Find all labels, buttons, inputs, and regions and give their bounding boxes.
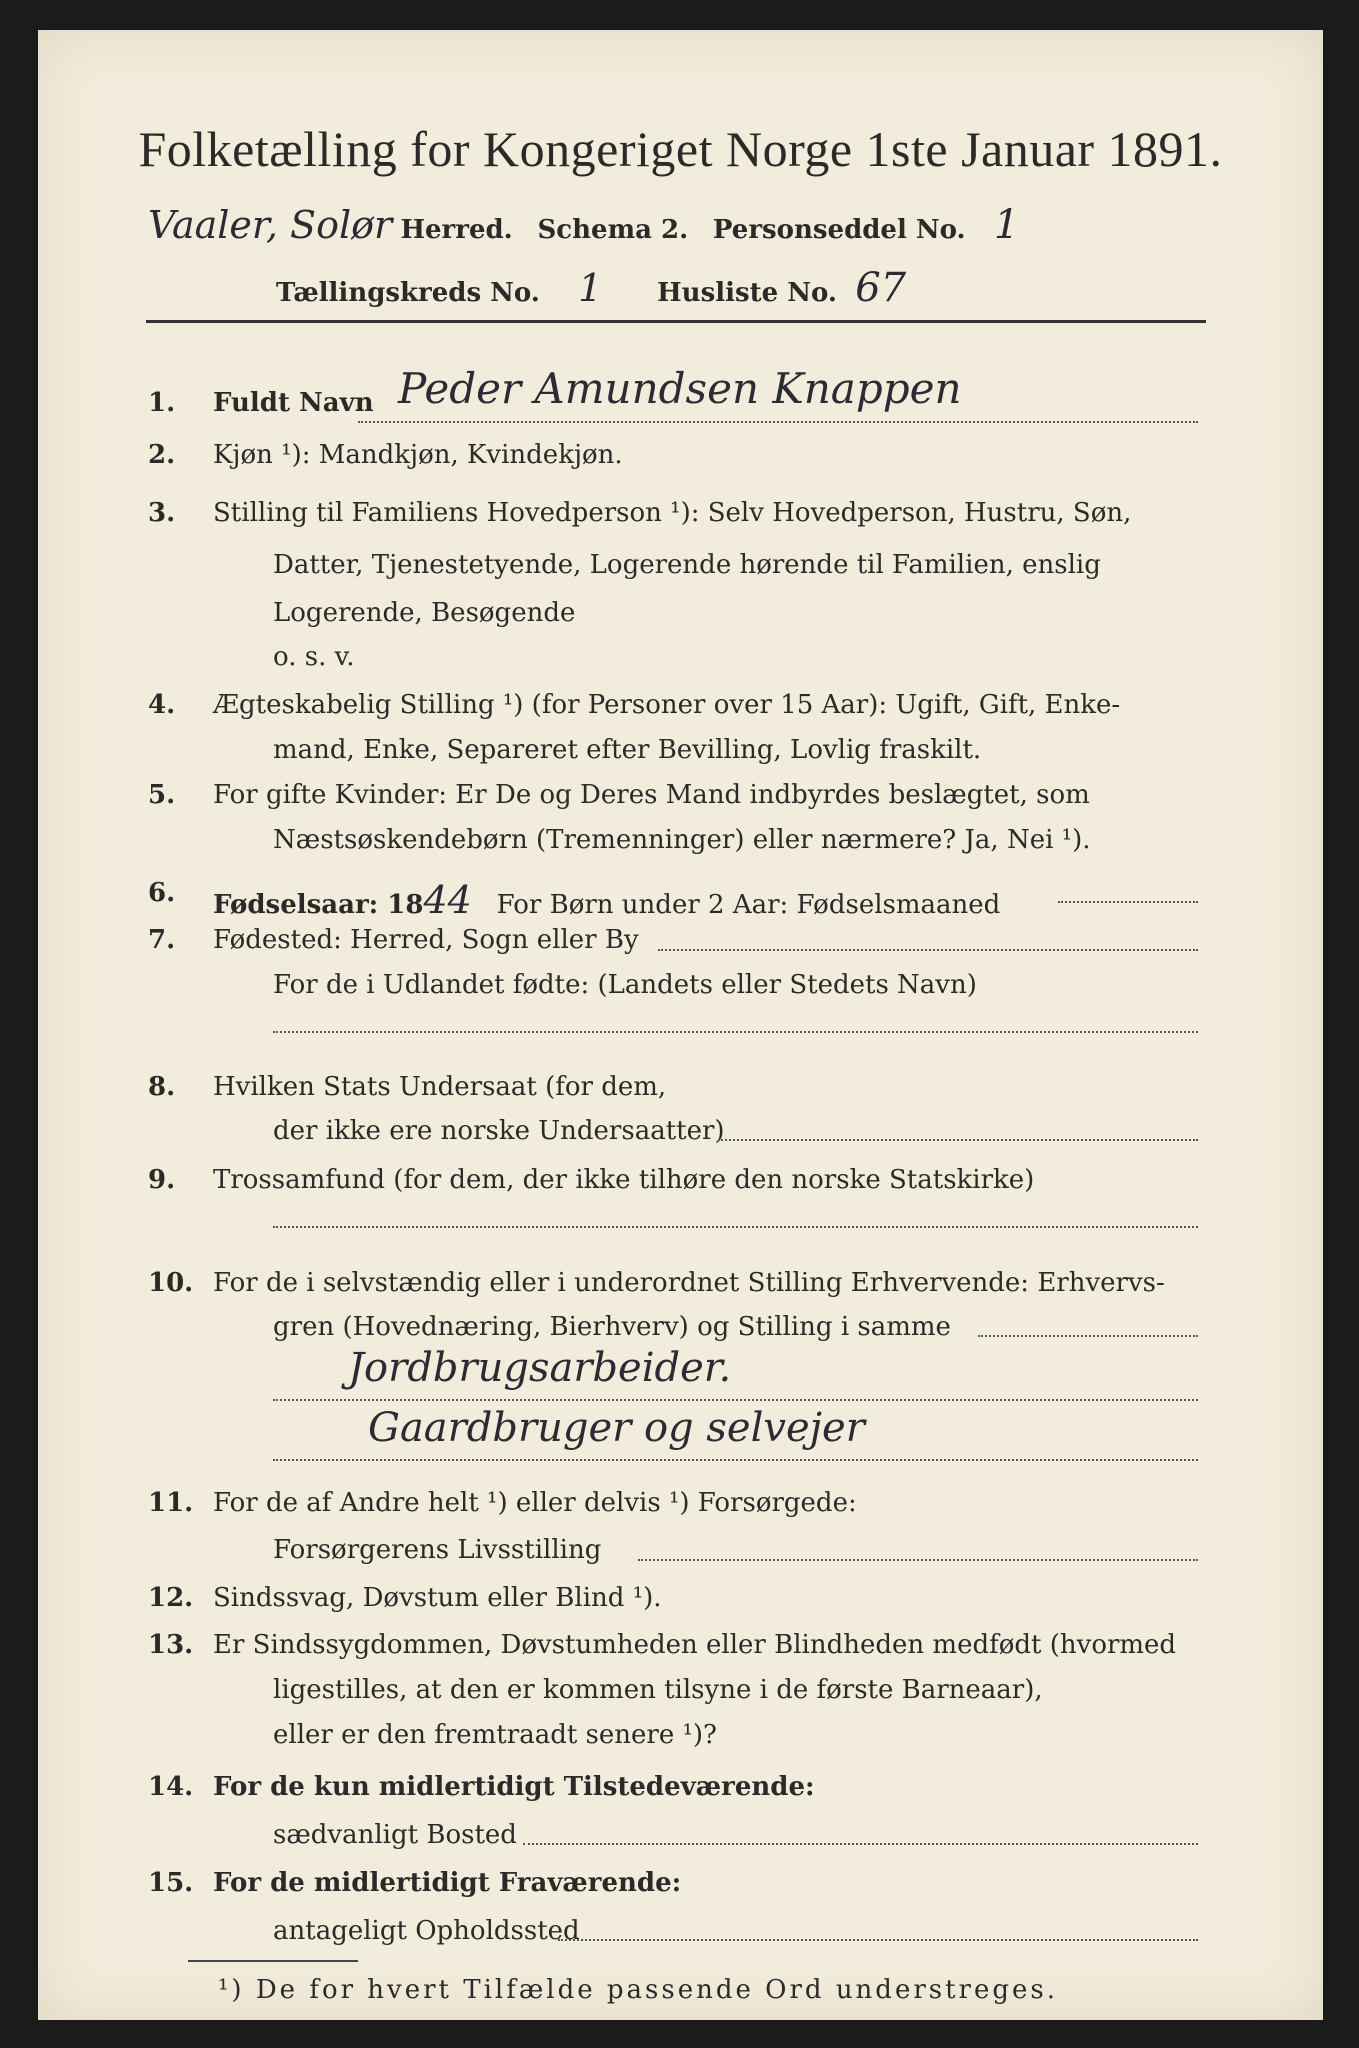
footnote-rule	[188, 1960, 358, 1962]
field-10-dotted-line-2	[273, 1398, 1198, 1401]
field-14-number: 14.	[148, 1772, 194, 1802]
field-3-line-3: Logerende, Besøgende	[273, 598, 576, 628]
schema-label: Schema 2.	[537, 215, 689, 245]
field-6-dotted-line	[1058, 900, 1198, 903]
field-11-dotted-line	[638, 1558, 1198, 1561]
field-5-number: 5.	[148, 780, 176, 810]
field-6-line	[213, 878, 1000, 922]
field-10-occupation-1: Jordbrugsarbeider.	[348, 1345, 732, 1391]
field-1-dotted-line	[358, 420, 1198, 423]
field-2-text: Kjøn ¹): Mandkjøn, Kvindekjøn.	[213, 440, 623, 470]
header-divider	[146, 320, 1206, 323]
taellingskreds-number: 1	[578, 266, 603, 310]
field-1-full-name: Peder Amundsen Knappen	[398, 364, 962, 413]
field-9-line-1: Trossamfund (for dem, der ikke tilhøre den norske Statskirke)	[213, 1165, 1035, 1195]
field-13-line-3: eller er den fremtraadt senere ¹)?	[273, 1720, 717, 1750]
husliste-label: Husliste No.	[657, 278, 837, 308]
field-15-line-2: antageligt Opholdssted	[273, 1916, 580, 1946]
field-9-number: 9.	[148, 1165, 176, 1195]
field-14-line-2: sædvanligt Bosted	[273, 1820, 517, 1850]
field-10-dotted-line-3	[273, 1458, 1198, 1461]
field-14-dotted-line	[523, 1842, 1198, 1845]
census-form-page	[38, 30, 1323, 2020]
field-6-birth-year: 44	[423, 878, 472, 922]
field-10-occupation-2: Gaardbruger og selvejer	[368, 1405, 865, 1451]
personseddel-label: Personseddel No.	[712, 215, 966, 245]
field-7-dotted-line-1	[658, 948, 1198, 951]
field-8-line-2: der ikke ere norske Undersaatter)	[273, 1116, 725, 1146]
herred-line	[148, 202, 1039, 248]
field-6-label: Fødselsaar: 18	[213, 890, 424, 920]
field-10-line-1: For de i selvstændig eller i underordnet Stilling Erhvervende: Erhvervs-	[213, 1268, 1165, 1298]
field-12-number: 12.	[148, 1583, 194, 1613]
field-7-line-1: Fødested: Herred, Sogn eller By	[213, 925, 639, 955]
husliste-number: 67	[855, 265, 907, 311]
herred-handwritten: Vaaler, Solør	[148, 203, 393, 247]
form-title: Folketælling for Kongeriget Norge 1ste Januar 1891.	[138, 121, 1223, 177]
field-3-number: 3.	[148, 498, 176, 528]
field-9-dotted-line	[273, 1225, 1198, 1228]
field-4-line-1: Ægteskabelig Stilling ¹) (for Personer over 15 Aar): Ugift, Gift, Enke-	[213, 690, 1121, 720]
herred-label: Herred.	[400, 215, 513, 245]
field-4-line-2: mand, Enke, Separeret efter Bevilling, Lovlig fraskilt.	[273, 735, 982, 765]
field-5-line-1: For gifte Kvinder: Er De og Deres Mand indbyrdes beslægtet, som	[213, 780, 1090, 810]
field-11-number: 11.	[148, 1488, 194, 1518]
field-8-number: 8.	[148, 1072, 176, 1102]
field-7-line-2: For de i Udlandet fødte: (Landets eller Stedets Navn)	[273, 970, 977, 1000]
taellingskreds-line	[276, 265, 916, 311]
footnote: ¹) De for hvert Tilfælde passende Ord understreges.	[218, 1975, 1059, 2005]
field-1-number: 1.	[148, 388, 176, 418]
field-13-line-2: ligestilles, at den er kommen tilsyne i de første Barneaar),	[273, 1675, 1043, 1705]
field-13-line-1: Er Sindssygdommen, Døvstumheden eller Blindheden medfødt (hvormed	[213, 1630, 1177, 1660]
field-7-dotted-line-2	[273, 1030, 1198, 1033]
field-14-line-1: For de kun midlertidigt Tilstedeværende:	[213, 1772, 815, 1802]
field-3-line-4: o. s. v.	[273, 642, 355, 672]
field-12-line-1: Sindssvag, Døvstum eller Blind ¹).	[213, 1583, 662, 1613]
field-11-line-1: For de af Andre helt ¹) eller delvis ¹) Forsørgede:	[213, 1488, 857, 1518]
field-8-line-1: Hvilken Stats Undersaat (for dem,	[213, 1072, 667, 1102]
field-10-line-2: gren (Hovednæring, Bierhverv) og Stilling i samme	[273, 1312, 951, 1342]
field-15-number: 15.	[148, 1868, 194, 1898]
field-15-dotted-line	[558, 1938, 1198, 1941]
field-8-dotted-line	[718, 1138, 1198, 1141]
field-3-line-2: Datter, Tjenestetyende, Logerende hørende til Familien, enslig	[273, 550, 1101, 580]
field-5-line-2: Næstsøskendebørn (Tremenninger) eller nærmere? Ja, Nei ¹).	[273, 825, 1091, 855]
field-3-line-1: Stilling til Familiens Hovedperson ¹): Selv Hovedperson, Hustru, Søn,	[213, 498, 1132, 528]
field-10-number: 10.	[148, 1268, 194, 1298]
field-11-line-2: Forsørgerens Livsstilling	[273, 1535, 602, 1565]
field-1-label: Fuldt Navn	[213, 388, 374, 418]
field-6-rest: For Børn under 2 Aar: Fødselsmaaned	[496, 890, 1001, 920]
personseddel-number: 1	[993, 202, 1020, 248]
field-13-number: 13.	[148, 1630, 194, 1660]
field-7-number: 7.	[148, 925, 176, 955]
field-6-number: 6.	[148, 878, 176, 908]
field-4-number: 4.	[148, 690, 176, 720]
field-15-line-1: For de midlertidigt Fraværende:	[213, 1868, 682, 1898]
field-2-number: 2.	[148, 440, 176, 470]
taellingskreds-label: Tællingskreds No.	[276, 278, 540, 308]
field-10-dotted-line-1	[978, 1334, 1198, 1337]
